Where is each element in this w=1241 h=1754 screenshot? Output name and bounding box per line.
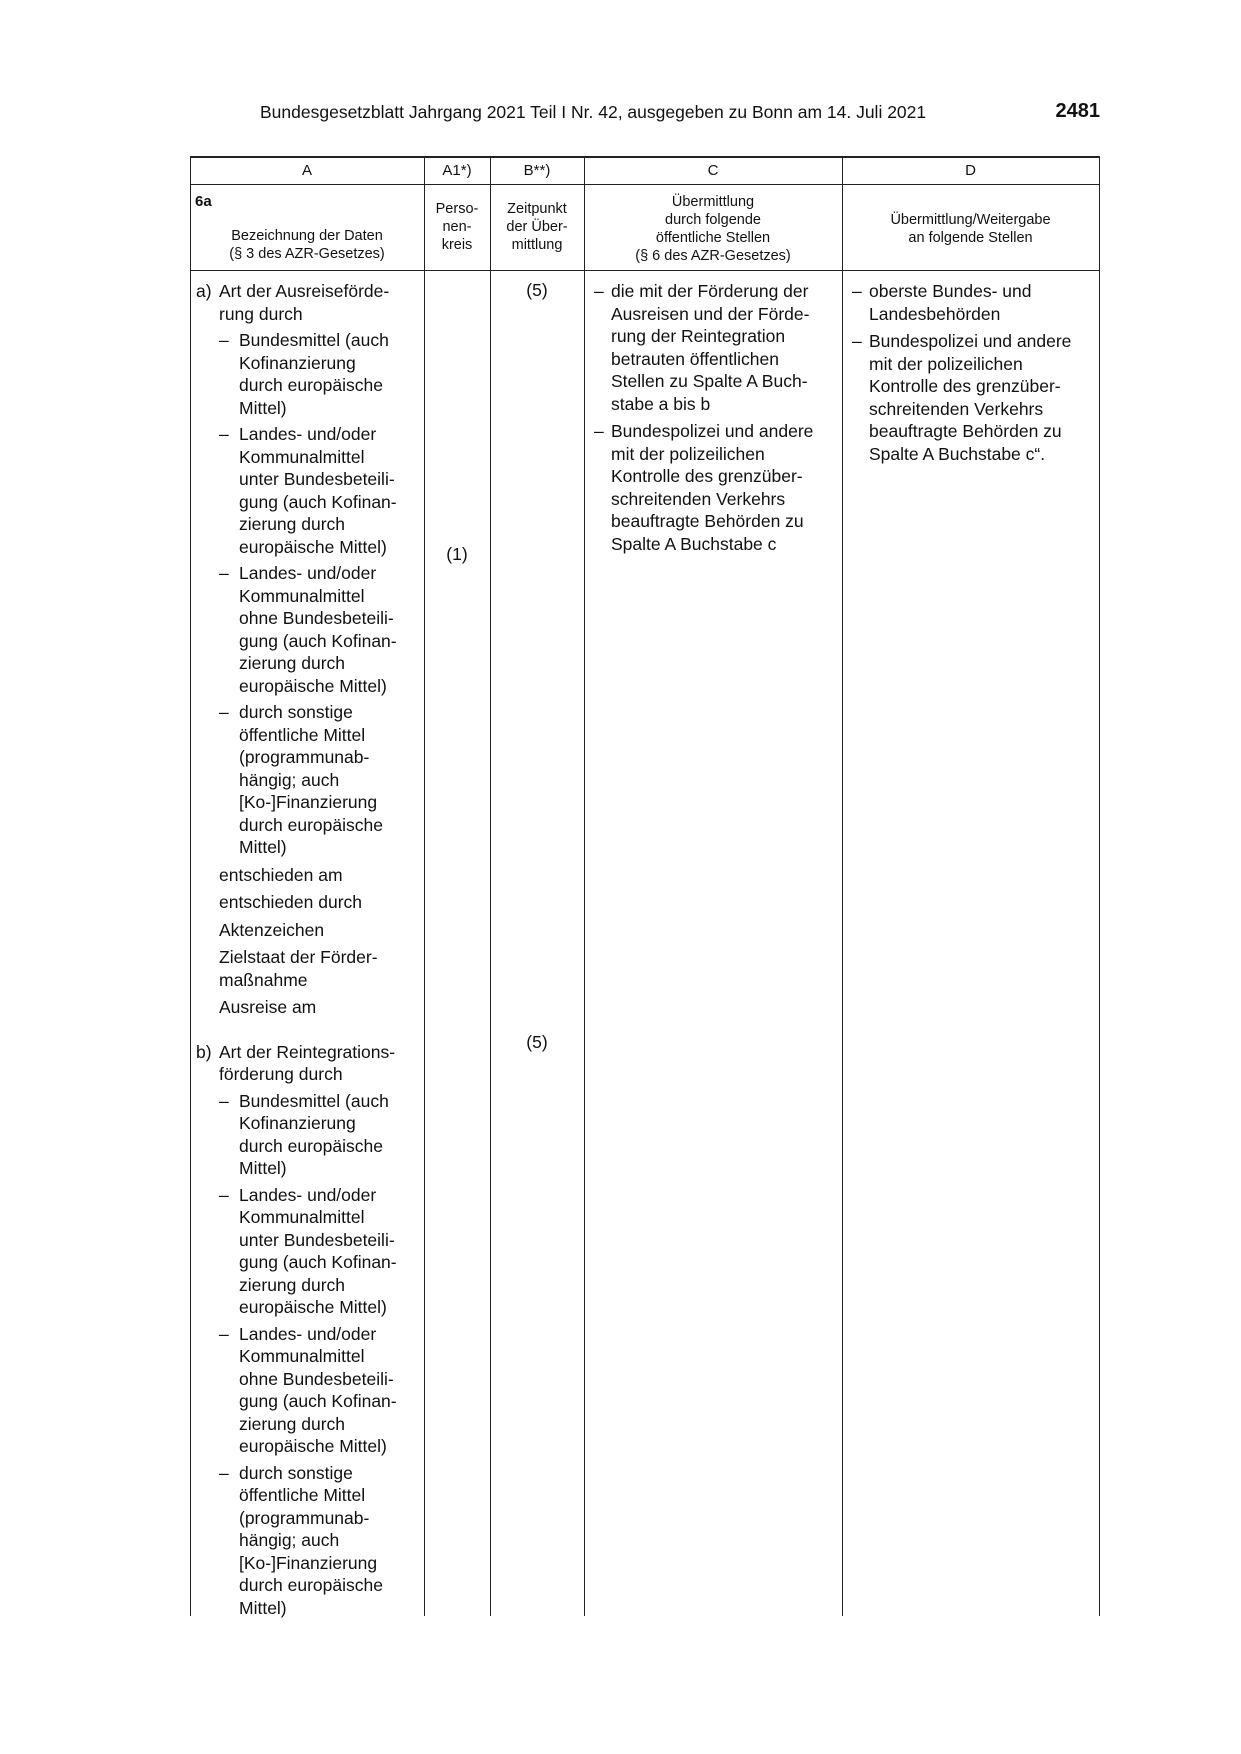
subheader-rule: [190, 270, 1100, 271]
list-item: – Bundespolizei und andere mit der polizeilichen Kontrolle des grenzüber- schreitenden Verkehrs beauftragte Behörden zu Spalte A Buchstabe c: [594, 420, 840, 555]
column-header-a1: A1*): [442, 162, 472, 179]
column-header-d: D: [965, 162, 976, 179]
list-item: – durch sonstige öffentliche Mittel (programmunab- hängig; auch [Ko-]Finanzierung durch europäische Mittel): [219, 701, 422, 859]
list-item: – Landes- und/oder Kommunalmittel ohne Bundesbeteili- gung (auch Kofinan- zierung durch europäische Mittel): [219, 1323, 422, 1458]
column-rule: [842, 156, 843, 1616]
column-rule: [584, 156, 585, 1616]
column-rule: [490, 156, 491, 1616]
subheader-line: mittlung: [511, 237, 563, 253]
data-table: [190, 156, 1100, 1616]
b-value-section-b: (5): [526, 1032, 548, 1052]
running-header: [190, 100, 1100, 126]
subheader-line: Übermittlung: [671, 194, 755, 210]
section-b-title: [196, 1041, 422, 1086]
list-item: – Bundesmittel (auch Kofinanzierung durch europäische Mittel): [219, 329, 422, 419]
list-item: – Bundesmittel (auch Kofinanzierung durch europäische Mittel): [219, 1090, 422, 1180]
subheader-line: an folgende Stellen: [908, 230, 1033, 246]
title-line: rung durch: [219, 303, 303, 324]
subheader-line: der Über-: [506, 219, 568, 235]
subheader-d: [842, 211, 1099, 247]
gazette-title: Bundesgesetzblatt Jahrgang 2021 Teil I Nr. 42, ausgegeben zu Bonn am 14. Juli 2021: [260, 102, 927, 122]
column-rule: [424, 156, 425, 1616]
column-c-body: [594, 280, 840, 560]
subheader-line: (§ 3 des AZR-Gesetzes): [229, 246, 385, 262]
column-rule: [190, 156, 191, 1616]
list-item: – oberste Bundes- und Landesbehörden: [852, 280, 1098, 325]
b-value-section-a: (5): [526, 280, 548, 300]
section-a-title: [196, 280, 422, 325]
subheader-a: [190, 227, 424, 263]
section-a-marker: a): [196, 281, 212, 301]
title-line: Art der Reintegrations-: [219, 1041, 396, 1062]
column-header-c: C: [707, 162, 719, 179]
column-header-a: A: [301, 162, 312, 179]
subheader-line: öffentliche Stellen: [655, 230, 771, 246]
row-label: 6a: [195, 193, 212, 210]
page-number: 2481: [1055, 100, 1100, 122]
list-item: – Landes- und/oder Kommunalmittel unter Bundesbeteili- gung (auch Kofinan- zierung durch europäische Mittel): [219, 1184, 422, 1319]
list-item: – die mit der Förderung der Ausreisen und der Förde- rung der Reintegration betrauten öffentlichen Stellen zu Spalte A Buch- stabe a bis b: [594, 280, 840, 415]
field-label: Aktenzeichen: [219, 919, 325, 940]
subheader-line: Übermittlung/Weitergabe: [890, 212, 1051, 228]
subheader-line: kreis: [441, 237, 473, 253]
column-header-b: B**): [523, 162, 551, 179]
field-label: entschieden durch: [219, 892, 363, 912]
subheader-line: nen-: [442, 219, 472, 235]
a1-value: (1): [446, 544, 468, 564]
subheader-line: Bezeichnung der Daten: [231, 228, 383, 244]
section-b-marker: b): [196, 1041, 212, 1062]
list-item: – durch sonstige öffentliche Mittel (programmunab- hängig; auch [Ko-]Finanzierung durch europäische Mittel): [219, 1462, 422, 1620]
field-label: Ausreise am: [219, 997, 317, 1017]
list-item: – Landes- und/oder Kommunalmittel ohne Bundesbeteili- gung (auch Kofinan- zierung durch europäische Mittel): [219, 562, 422, 697]
header-rule: [190, 184, 1100, 185]
list-item: – Bundespolizei und andere mit der polizeilichen Kontrolle des grenzüber- schreitenden Verkehrs beauftragte Behörden zu Spalte A Buchstabe c“.: [852, 330, 1098, 465]
column-rule: [1099, 156, 1100, 1616]
field-label: Zielstaat der Förder- maßnahme: [219, 947, 378, 990]
subheader-a1: [424, 200, 490, 254]
column-a-body: [196, 280, 422, 1619]
subheader-line: Zeitpunkt: [507, 201, 567, 217]
list-item: – Landes- und/oder Kommunalmittel unter Bundesbeteili- gung (auch Kofinan- zierung durch europäische Mittel): [219, 423, 422, 558]
subheader-line: durch folgende: [665, 212, 761, 228]
column-d-body: [852, 280, 1098, 470]
field-label: entschieden am: [219, 864, 343, 885]
subheader-line: (§ 6 des AZR-Gesetzes): [635, 248, 791, 264]
subheader-line: Perso-: [435, 201, 479, 217]
title-line: förderung durch: [219, 1064, 343, 1084]
subheader-b: [490, 200, 584, 254]
subheader-c: [584, 193, 842, 265]
title-line: Art der Ausreiseförde-: [219, 281, 390, 301]
